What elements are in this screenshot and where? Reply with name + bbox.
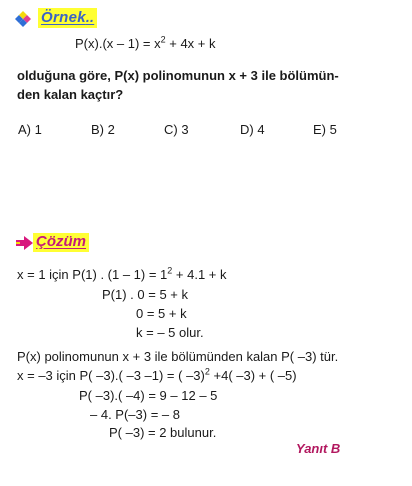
solution-line-9: P( –3) = 2 bulunur. — [109, 425, 217, 440]
question-text: olduğuna göre, P(x) polinomunun x + 3 ile bölümün- den kalan kaçtır? — [17, 68, 339, 102]
example-heading: Örnek.. — [38, 8, 97, 28]
solution-line-2: P(1) . 0 = 5 + k — [102, 287, 188, 302]
diamonds-icon — [9, 10, 33, 28]
choice-b[interactable]: B) 2 — [91, 122, 115, 137]
solution-line-7: P( –3).( –4) = 9 – 12 – 5 — [79, 388, 218, 403]
solution-line-3: 0 = 5 + k — [136, 306, 187, 321]
answer-label: Yanıt B — [296, 441, 341, 456]
solution-line-6: x = –3 için P( –3).( –3 –1) = ( –3)$^2$ +4( –3) + ( –5) — [17, 366, 297, 383]
solution-line-8: – 4. P(–3) = – 8 — [90, 407, 180, 422]
choice-e[interactable]: E) 5 — [313, 122, 337, 137]
solution-heading: Çözüm — [33, 233, 89, 252]
choice-d[interactable]: D) 4 — [240, 122, 265, 137]
arrow-right-icon — [16, 236, 34, 250]
solution-line-4: k = – 5 olur. — [136, 325, 204, 340]
example-formula: $P(x).(x - 1) = x^2 + 4x + k$ — [75, 34, 216, 51]
choice-c[interactable]: C) 3 — [164, 122, 189, 137]
solution-line-1: x = 1 için P(1) . $(1 - 1) = 1^2 + 4.1 + k$ — [17, 265, 227, 282]
solution-line-5: P(x) polinomunun x + 3 ile bölümünden kalan P( –3) tür. — [17, 349, 339, 364]
answer-choices — [0, 122, 412, 140]
choice-a[interactable]: A) 1 — [18, 122, 42, 137]
